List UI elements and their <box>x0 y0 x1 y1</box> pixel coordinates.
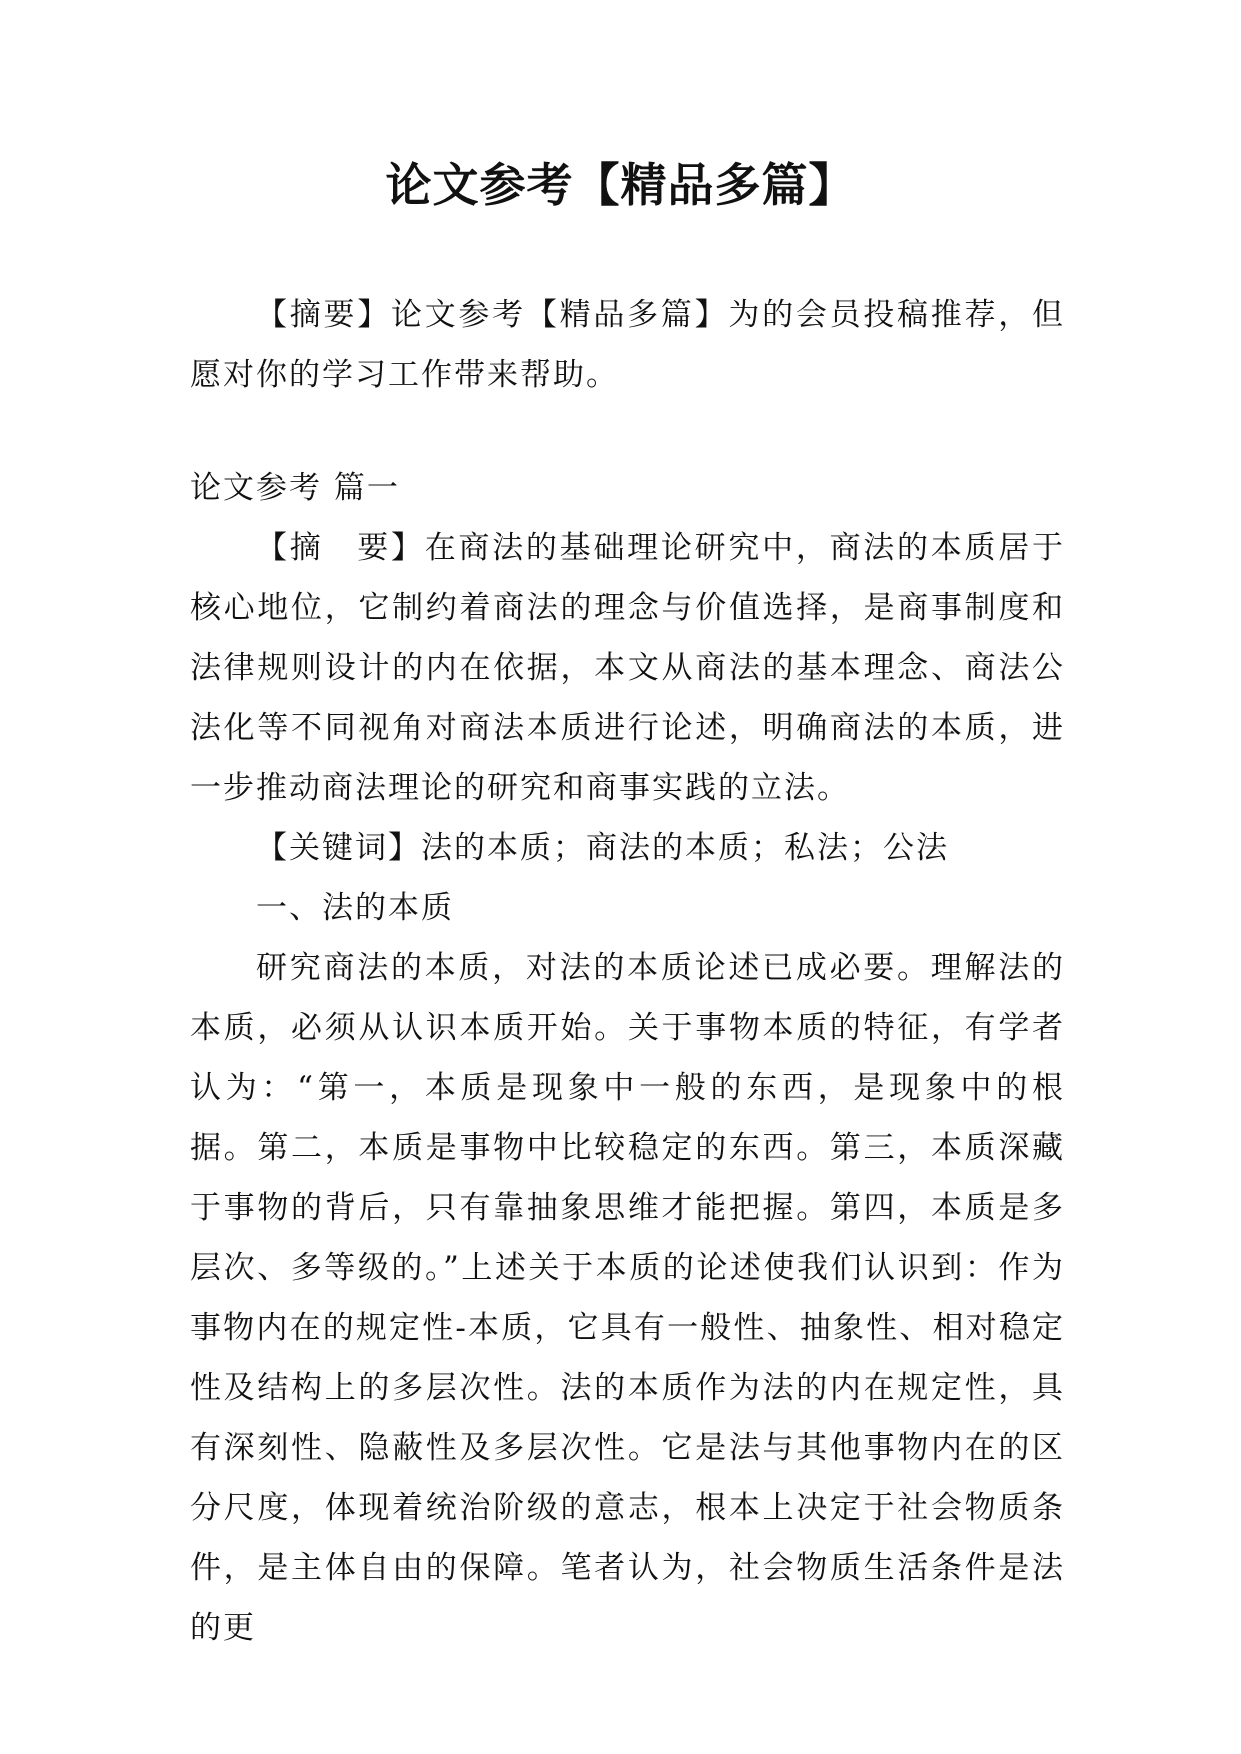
keywords-paragraph: 【关键词】法的本质；商法的本质；私法；公法 <box>256 830 949 866</box>
article-body <box>190 458 1065 1658</box>
subheading-essence-of-law: 一、法的本质 <box>256 890 454 926</box>
document-title: 论文参考【精品多篇】 <box>385 158 856 212</box>
section-heading: 论文参考 篇一 <box>190 470 400 506</box>
abstract-paragraph: 【摘 要】在商法的基础理论研究中，商法的本质居于核心地位，它制约着商法的理念与价值选择，是商事制度和法律规则设计的内在依据，本文从商法的基本理念、商法公法化等不同视角对商法本质进行论述，明确商法的本质，进一步推动商法理论的研究和商事实践的立法。 <box>190 530 1065 806</box>
summary-paragraph: 【摘要】论文参考【精品多篇】为的会员投稿推荐，但愿对你的学习工作带来帮助。 <box>190 297 1065 393</box>
summary-block <box>190 285 1065 405</box>
body-paragraph: 研究商法的本质，对法的本质论述已成必要。理解法的本质，必须从认识本质开始。关于事物本质的特征，有学者认为：“第一，本质是现象中一般的东西，是现象中的根据。第二，本质是事物中比较稳定的东西。第三，本质深藏于事物的背后，只有靠抽象思维才能把握。第四，本质是多层次、多等级的。”上述关于本质的论述使我们认识到：作为事物内在的规定性-本质，它具有一般性、抽象性、相对稳定性及结构上的多层次性。法的本质作为法的内在规定性，具有深刻性、隐蔽性及多层次性。它是法与其他事物内在的区分尺度，体现着统治阶级的意志，根本上决定于社会物质条件，是主体自由的保障。笔者认为，社会物质生活条件是法的更 <box>190 950 1065 1646</box>
